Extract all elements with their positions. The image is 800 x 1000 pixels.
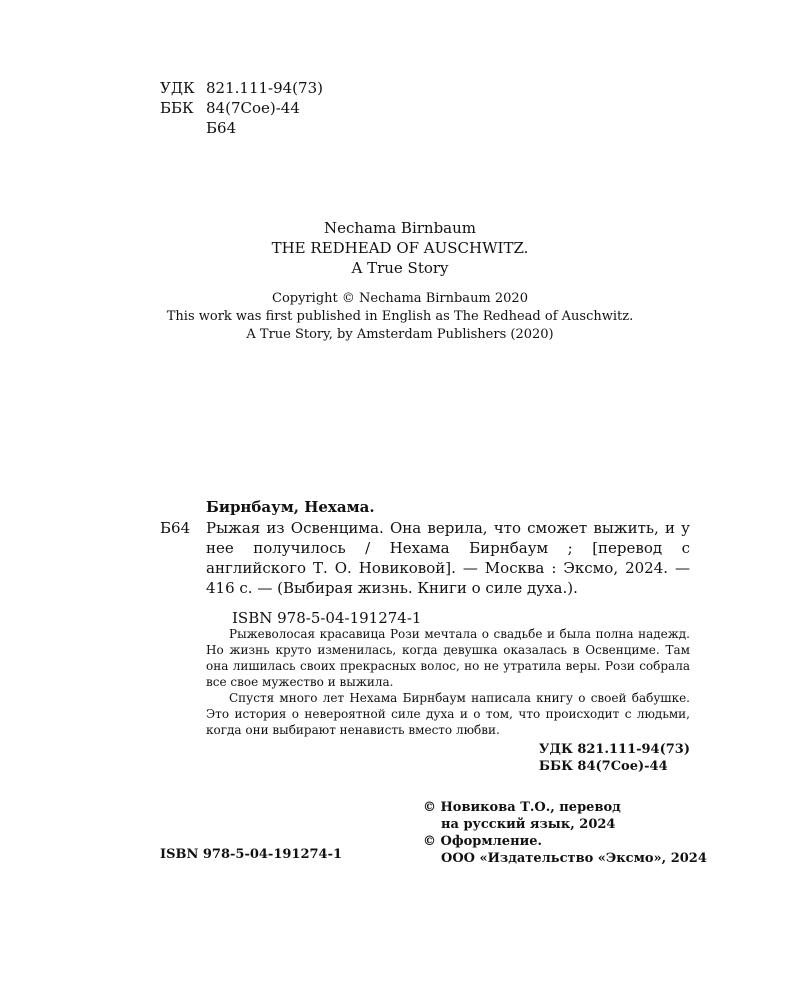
udk-code: УДК 821.111-94(73) xyxy=(538,742,690,757)
copyright-notice xyxy=(120,290,680,344)
catalog-entry-isbn: ISBN 978-5-04-191274-1 xyxy=(232,609,422,627)
classification-codes-right xyxy=(539,741,690,775)
copyright-line: A True Story, by Amsterdam Publishers (2020) xyxy=(246,327,554,342)
original-title: THE REDHEAD OF AUSCHWITZ. xyxy=(271,239,529,257)
catalog-entry-body xyxy=(160,518,690,598)
classification-row-bbk xyxy=(160,98,323,118)
classification-row-udk xyxy=(160,78,323,98)
original-title-block xyxy=(140,218,660,278)
classification-row-author-mark xyxy=(160,118,323,138)
design-credit: © Оформление. xyxy=(423,834,543,849)
classification-key: УДК xyxy=(160,79,195,97)
annotation-paragraph: Рыжеволосая красавица Рози мечтала о свадьбе и была полна надежд. Но жизнь круто изменилась, когда девушка оказалась в Освенциме. Там она лишилась своих прекрасных волос, но не утратила веры. Рози собрала все свое мужество и выжила. xyxy=(206,627,690,689)
annotation-paragraph: Спустя много лет Нехама Бирнбаум написала книгу о своей бабушке. Это история о невероятной силе духа и о том, что происходит с людьми, когда они выбирают ненависть вместо любви. xyxy=(206,691,690,737)
isbn-bottom: ISBN 978-5-04-191274-1 xyxy=(160,847,343,862)
classification-value: Б64 xyxy=(206,119,237,137)
publisher-credits xyxy=(423,799,707,867)
translation-credit: © Новикова Т.О., перевод xyxy=(423,800,621,815)
bbk-code: ББК 84(7Сое)-44 xyxy=(538,759,668,774)
copyright-line: This work was first published in English as The Redhead of Auschwitz. xyxy=(166,309,634,324)
catalog-entry-text: Рыжая из Освенцима. Она верила, что сможет выжить, и у нее получилось / Нехама Бирнбаум ; [перевод с английского Т. О. Новиковой]. — Москва : Эксмо, 2024. — 416 с. — (Выбирая жизнь. Книги о силе духа.). xyxy=(206,519,690,597)
catalog-entry xyxy=(160,497,690,628)
classification-value: 821.111-94(73) xyxy=(206,79,323,97)
classification-block xyxy=(160,78,323,138)
classification-key: ББК xyxy=(160,99,194,117)
classification-key xyxy=(160,118,206,138)
design-credit-cont: ООО «Издательство «Эксмо», 2024 xyxy=(441,851,707,866)
classification-value: 84(7Сое)-44 xyxy=(206,99,300,117)
translation-credit-cont: на русский язык, 2024 xyxy=(441,817,616,832)
annotation xyxy=(206,626,690,738)
original-author: Nechama Birnbaum xyxy=(323,219,477,237)
catalog-entry-code: Б64 xyxy=(160,519,191,537)
catalog-entry-heading: Бирнбаум, Нехама. xyxy=(206,498,375,516)
original-subtitle: A True Story xyxy=(351,259,449,277)
copyright-line: Copyright © Nechama Birnbaum 2020 xyxy=(272,291,528,306)
